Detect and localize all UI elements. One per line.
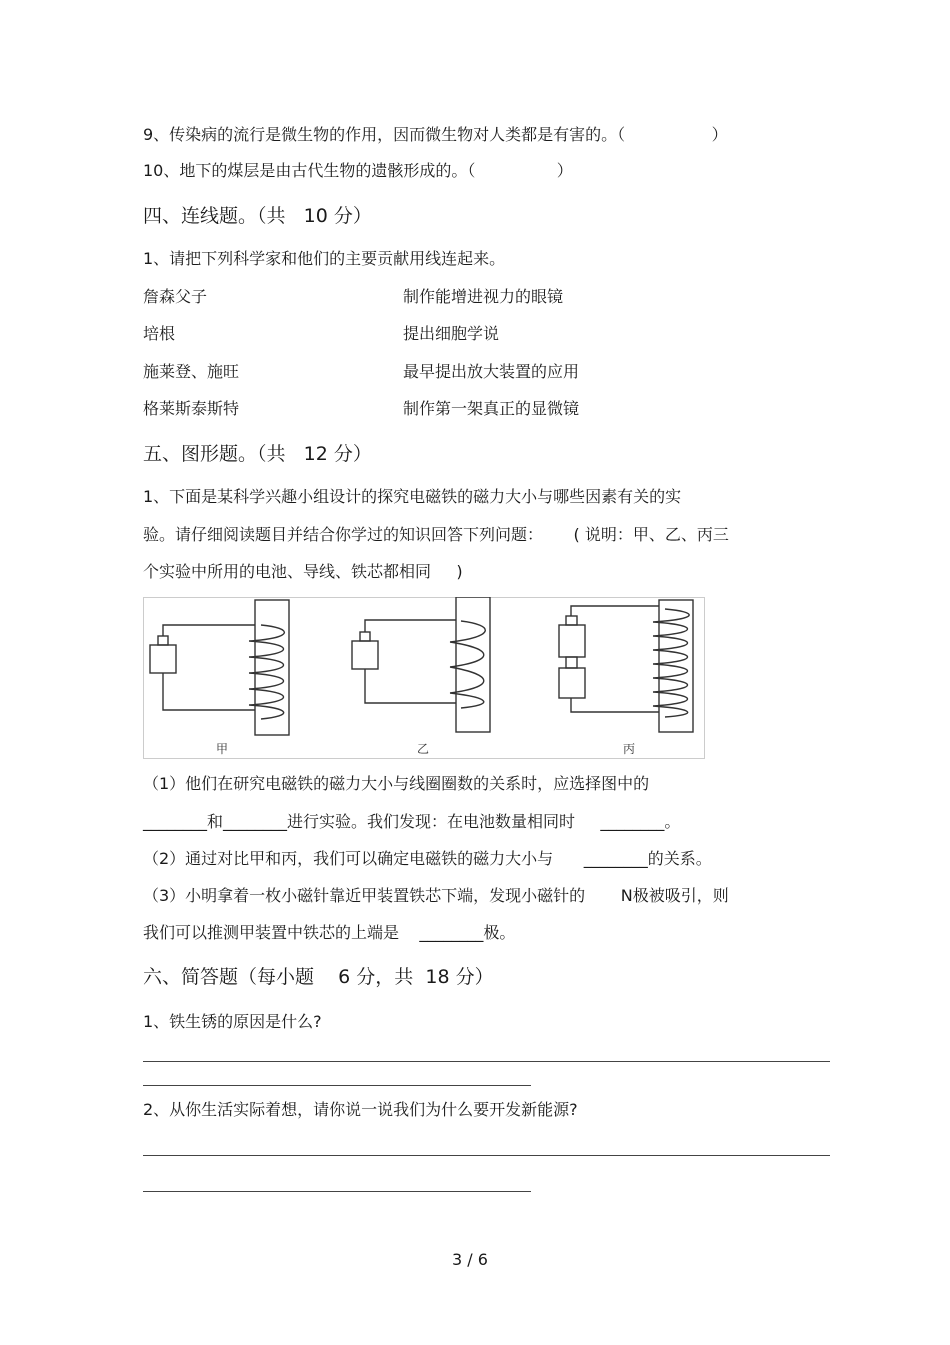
label-bing: 丙 (622, 742, 636, 756)
matching-question: 1、请把下列科学家和他们的主要贡献用线连起来。 (143, 249, 506, 268)
scientist-item: 培根 (143, 324, 176, 343)
page-number: 3 / 6 (452, 1250, 488, 1269)
contribution-item: 制作第一架真正的显微镜 (403, 399, 580, 418)
sub-question-3: （3）小明拿着一枚小磁针靠近甲装置铁芯下端，发现小磁针的 N极被吸引，则 (143, 886, 729, 905)
question-9: 9、传染病的流行是微生物的作用，因而微生物对人类都是有害的。（ ） (143, 125, 728, 144)
contribution-item: 提出细胞学说 (403, 324, 500, 343)
sub-question-1: （1）他们在研究电磁铁的磁力大小与线圈圈数的关系时，应选择图中的 (143, 774, 650, 793)
answer-line (143, 1155, 830, 1156)
scientist-item: 格莱斯泰斯特 (143, 399, 240, 418)
short-answer-question-1: 1、铁生锈的原因是什么? (143, 1012, 322, 1031)
answer-line (143, 1191, 531, 1192)
question-10: 10、地下的煤层是由古代生物的遗骸形成的。（ ） (143, 161, 573, 180)
figure-question-intro: 个实验中所用的电池、导线、铁芯都相同 ) (143, 562, 463, 581)
section-5-heading: 五、图形题。（共 12 分） (143, 443, 372, 465)
answer-line (143, 1085, 531, 1086)
sub-question-1-blanks: ________和________进行实验。我们发现：在电池数量相同时 ________。 (143, 812, 681, 831)
scientist-item: 施莱登、施旺 (143, 362, 240, 381)
electromagnet-figure (143, 597, 705, 759)
scientist-item: 詹森父子 (143, 287, 208, 306)
label-yi: 乙 (416, 742, 430, 756)
label-jia: 甲 (215, 742, 229, 756)
figure-question-intro: 验。请仔细阅读题目并结合你学过的知识回答下列问题： ( 说明：甲、乙、丙三 (143, 525, 729, 544)
section-4-heading: 四、连线题。（共 10 分） (143, 205, 372, 227)
short-answer-question-2: 2、从你生活实际着想，请你说一说我们为什么要开发新能源? (143, 1100, 578, 1119)
contribution-item: 最早提出放大装置的应用 (403, 362, 580, 381)
sub-question-2: （2）通过对比甲和丙，我们可以确定电磁铁的磁力大小与 ________的关系。 (143, 849, 712, 868)
figure-question-intro: 1、下面是某科学兴趣小组设计的探究电磁铁的磁力大小与哪些因素有关的实 (143, 487, 682, 506)
sub-question-3-blank: 我们可以推测甲装置中铁芯的上端是 ________极。 (143, 923, 516, 942)
contribution-item: 制作能增进视力的眼镜 (403, 287, 564, 306)
section-6-heading: 六、简答题（每小题 6 分，共 18 分） (143, 966, 494, 988)
answer-line (143, 1061, 830, 1062)
